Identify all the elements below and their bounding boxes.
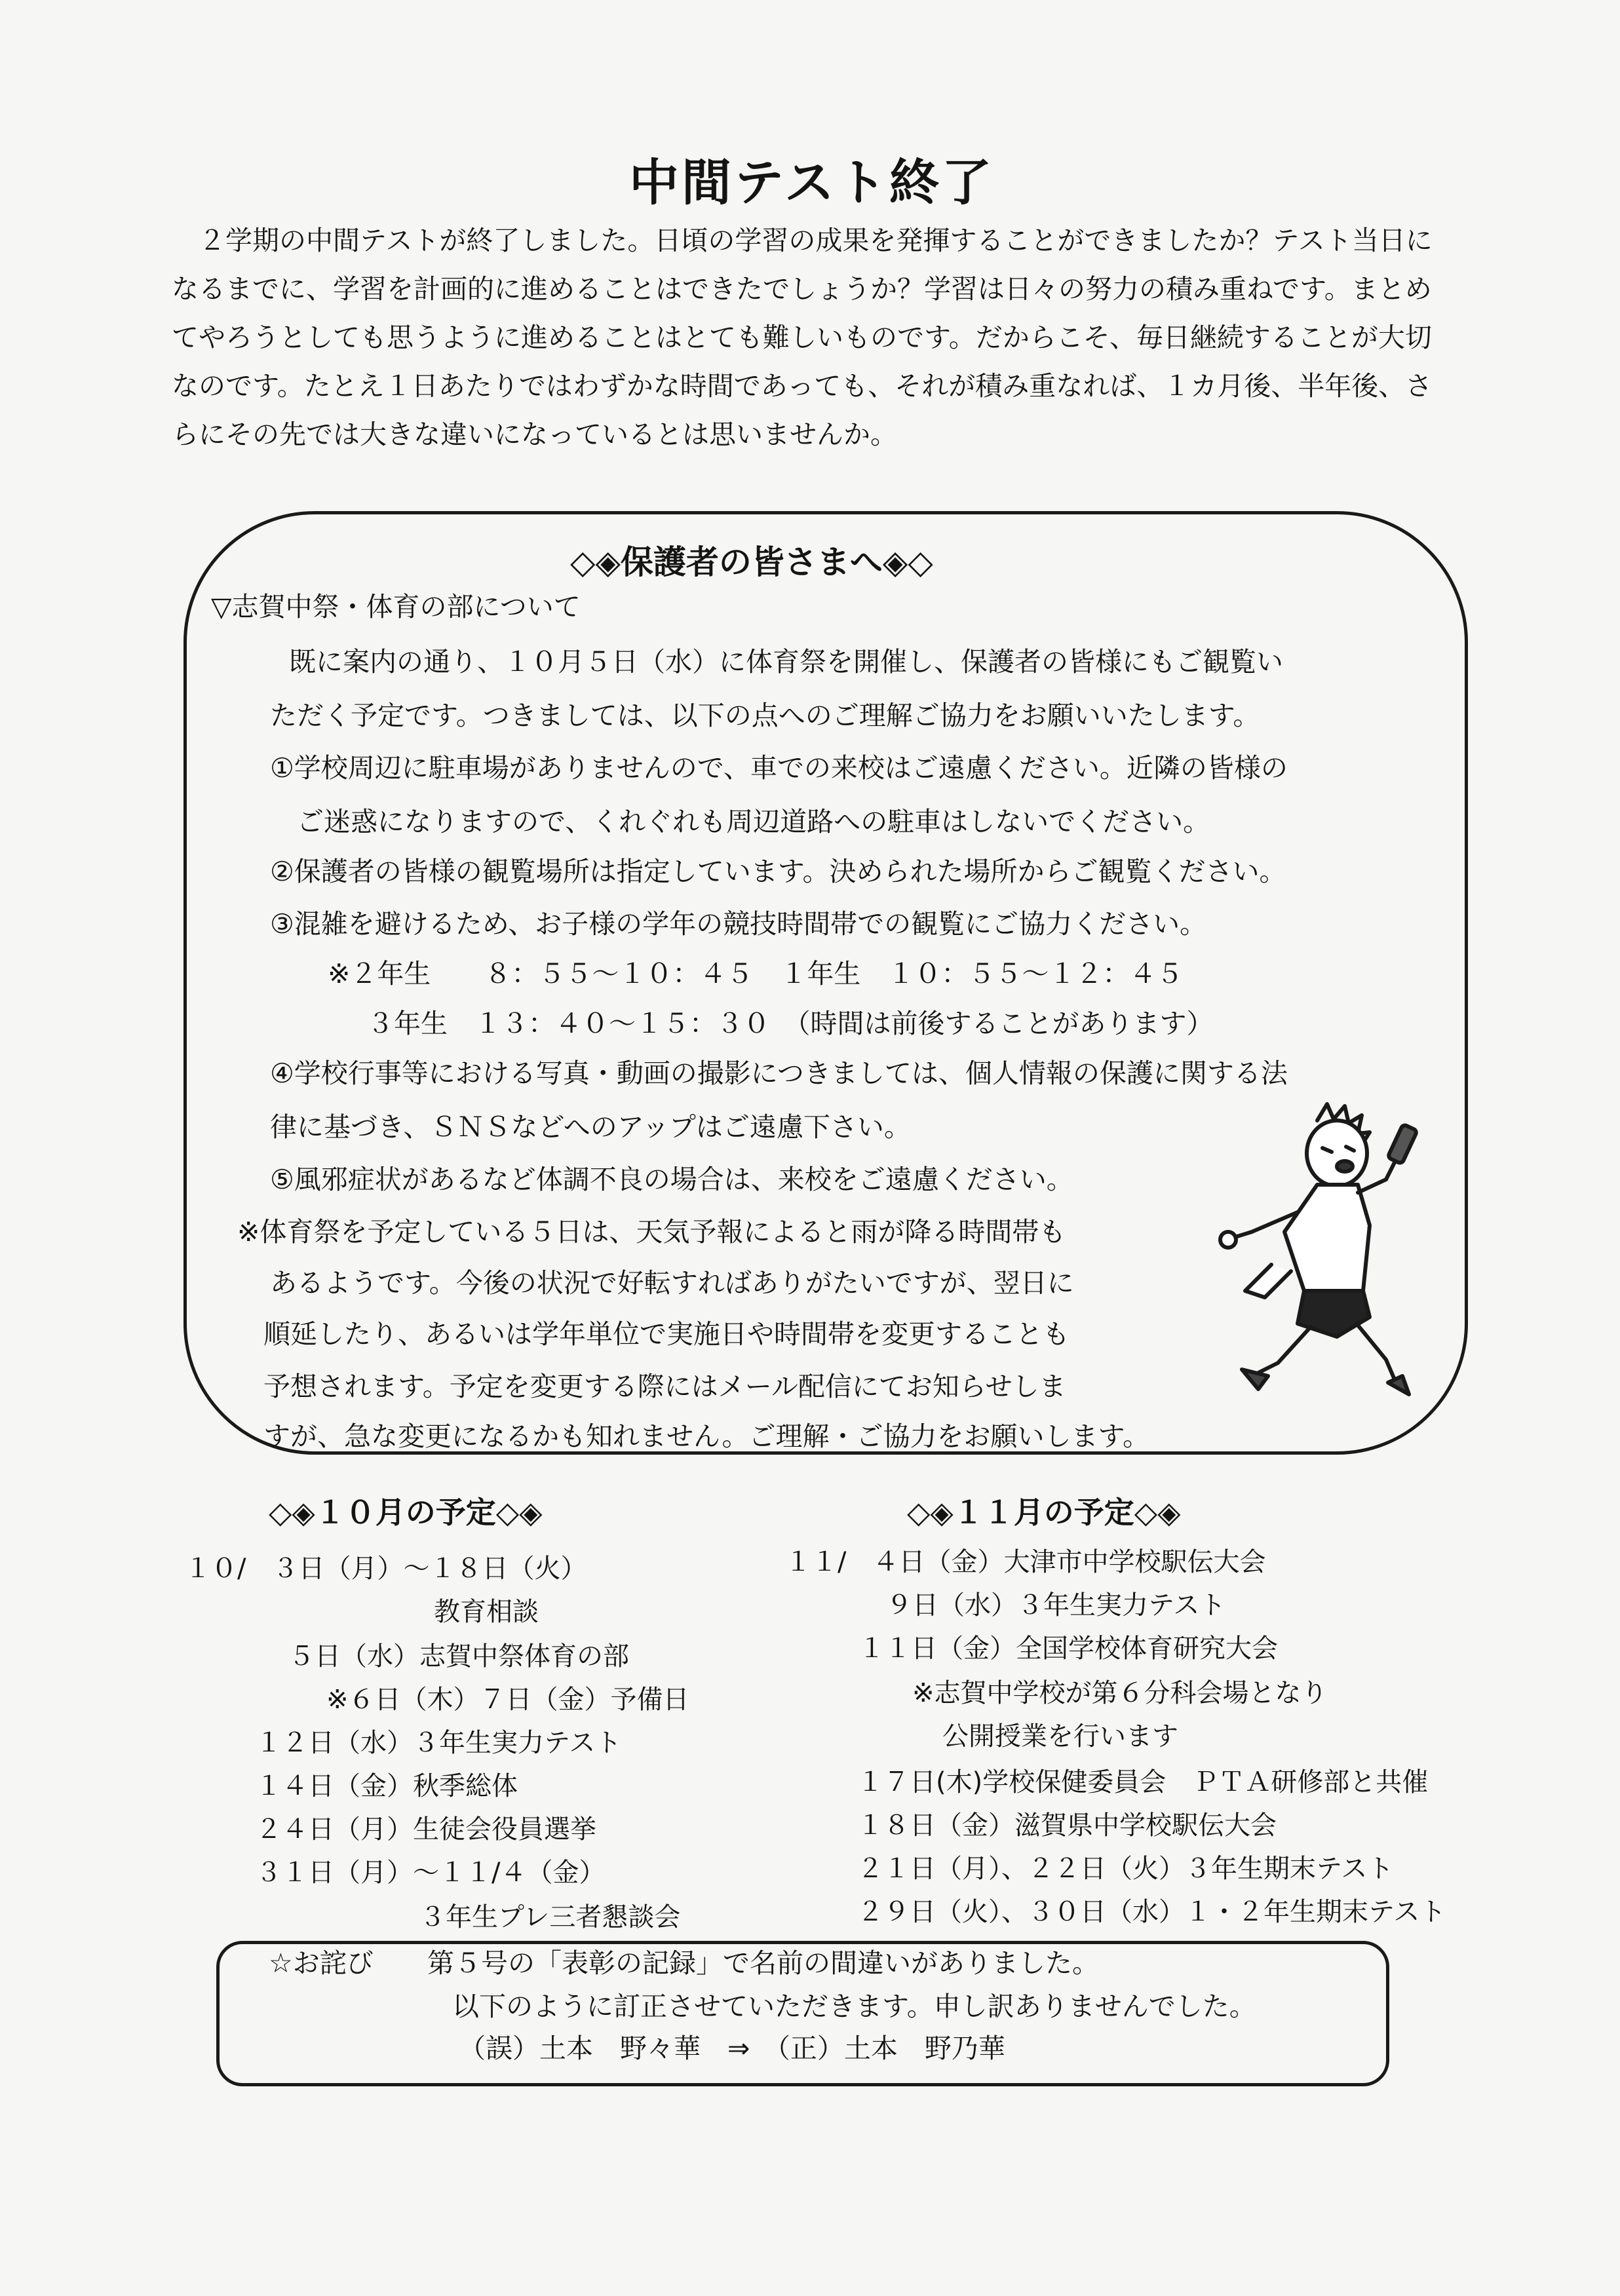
november-item: ２１日（月）、２２日（火）３年生期末テスト: [857, 1854, 1394, 1884]
november-item: ２９日（火）、３０日（水）１・２年生期末テスト: [857, 1897, 1446, 1927]
november-item: ※志賀中学校が第６分科会場となり: [912, 1678, 1328, 1708]
october-schedule-title: ◇◈１０月の予定◇◈: [269, 1495, 543, 1530]
october-item: ５日（水）志賀中祭体育の部: [288, 1641, 629, 1672]
october-item: 教育相談: [434, 1597, 539, 1627]
intro-paragraph: ２学期の中間テストが終了しました。日頃の学習の成果を発揮することができましたか？テスト当日になるまでに、学習を計画的に進めることはできたでしょうか？学習は日々の努力の積み重ねです。まとめてやろうとしても思うように進めることはとても難しいものです。だからこそ、毎日継続することが大切なのです。たとえ１日あたりではわずかな時間であっても、それが積み重なれば、１カ月後、半年後、さらにその先では大きな違いになっているとは思いませんか。: [172, 225, 1433, 450]
guardians-line: ▽志賀中祭・体育の部について: [211, 591, 581, 622]
apology-line: （誤）土本 野々華 ⇒ （正）土本 野乃華: [459, 2033, 1005, 2064]
guardians-line: ④学校行事等における写真・動画の撮影につきましては、個人情報の保護に関する法: [270, 1058, 1288, 1089]
october-item: １２日（水）３年生実力テスト: [256, 1728, 622, 1758]
runner-illustration: [1206, 1101, 1442, 1402]
october-item: ３年生プレ三者懇談会: [419, 1902, 681, 1932]
guardians-line: ただく予定です。つきましては、以下の点へのご理解ご協力をお願いいたします。: [270, 700, 1260, 731]
guardians-line: ③混雑を避けるため、お子様の学年の競技時間帯での観覧にご協力ください。: [270, 908, 1207, 940]
october-item: ※６日（木）７日（金）予備日: [326, 1685, 689, 1715]
october-item: １４日（金）秋季総体: [256, 1771, 518, 1801]
guardians-line: 既に案内の通り、１０月５日（水）に体育祭を開催し、保護者の皆様にもご観覧い: [262, 646, 1283, 678]
guardians-line: ３年生 １３：４０～１５：３０ （時間は前後することがあります）: [367, 1008, 1214, 1039]
guardians-line: 順延したり、あるいは学年単位で実施日や時間帯を変更することも: [263, 1318, 1070, 1350]
guardians-line: ※２年生 ８：５５～１０：４５ １年生 １０：５５～１２：４５: [328, 958, 1184, 989]
october-item: ３１日（月）～１１/４（金）: [256, 1858, 606, 1888]
guardians-line: あるようです。今後の状況で好転すればありがたいですが、翌日に: [270, 1267, 1074, 1299]
apology-label: ☆お詫び: [269, 1947, 374, 1979]
guardians-line: ①学校周辺に駐車場がありませんので、車での来校はご遠慮ください。近隣の皆様の: [270, 752, 1288, 784]
october-item: １０/ ３日（月）～１８日（火）: [185, 1554, 587, 1584]
apology-line: 第５号の「表彰の記録」で名前の間違いがありました。: [427, 1947, 1099, 1979]
page-title: 中間テスト終了: [629, 153, 994, 212]
november-item: １１日（金）全国学校体育研究大会: [858, 1634, 1278, 1664]
guardians-line: すが、急な変更になるかも知れません。ご理解・ご協力をお願いします。: [263, 1421, 1150, 1452]
guardians-line: ②保護者の皆様の観覧場所は指定しています。決められた場所からご観覧ください。: [270, 856, 1286, 887]
october-item: ２４日（月）生徒会役員選挙: [256, 1814, 596, 1845]
guardians-line: ご迷惑になりますので、くれぐれも周辺道路への駐車はしないでください。: [270, 806, 1210, 837]
november-item: ９日（水）３年生実力テスト: [886, 1590, 1226, 1620]
guardians-line: ⑤風邪症状があるなど体調不良の場合は、来校をご遠慮ください。: [270, 1164, 1073, 1195]
guardians-line: 予想されます。予定を変更する際にはメール配信にてお知らせしま: [263, 1371, 1066, 1402]
guardians-line: ※体育祭を予定している５日は、天気予報によると雨が降る時間帯も: [237, 1216, 1066, 1248]
november-item: １７日(木)学校保健委員会 ＰＴＡ研修部と共催: [857, 1767, 1429, 1797]
guardians-title: ◇◈保護者の皆さまへ◈◇: [570, 543, 933, 581]
november-item: １８日（金）滋賀県中学校駅伝大会: [857, 1810, 1277, 1841]
november-item: １１/ ４日（金）大津市中学校駅伝大会: [785, 1547, 1266, 1577]
apology-line: 以下のように訂正させていただきます。申し訳ありませんでした。: [452, 1991, 1256, 2022]
november-schedule-title: ◇◈１１月の予定◇◈: [907, 1495, 1181, 1530]
guardians-line: 律に基づき、ＳＮＳなどへのアップはご遠慮下さい。: [270, 1111, 911, 1143]
november-item: 公開授業を行います: [942, 1721, 1178, 1751]
